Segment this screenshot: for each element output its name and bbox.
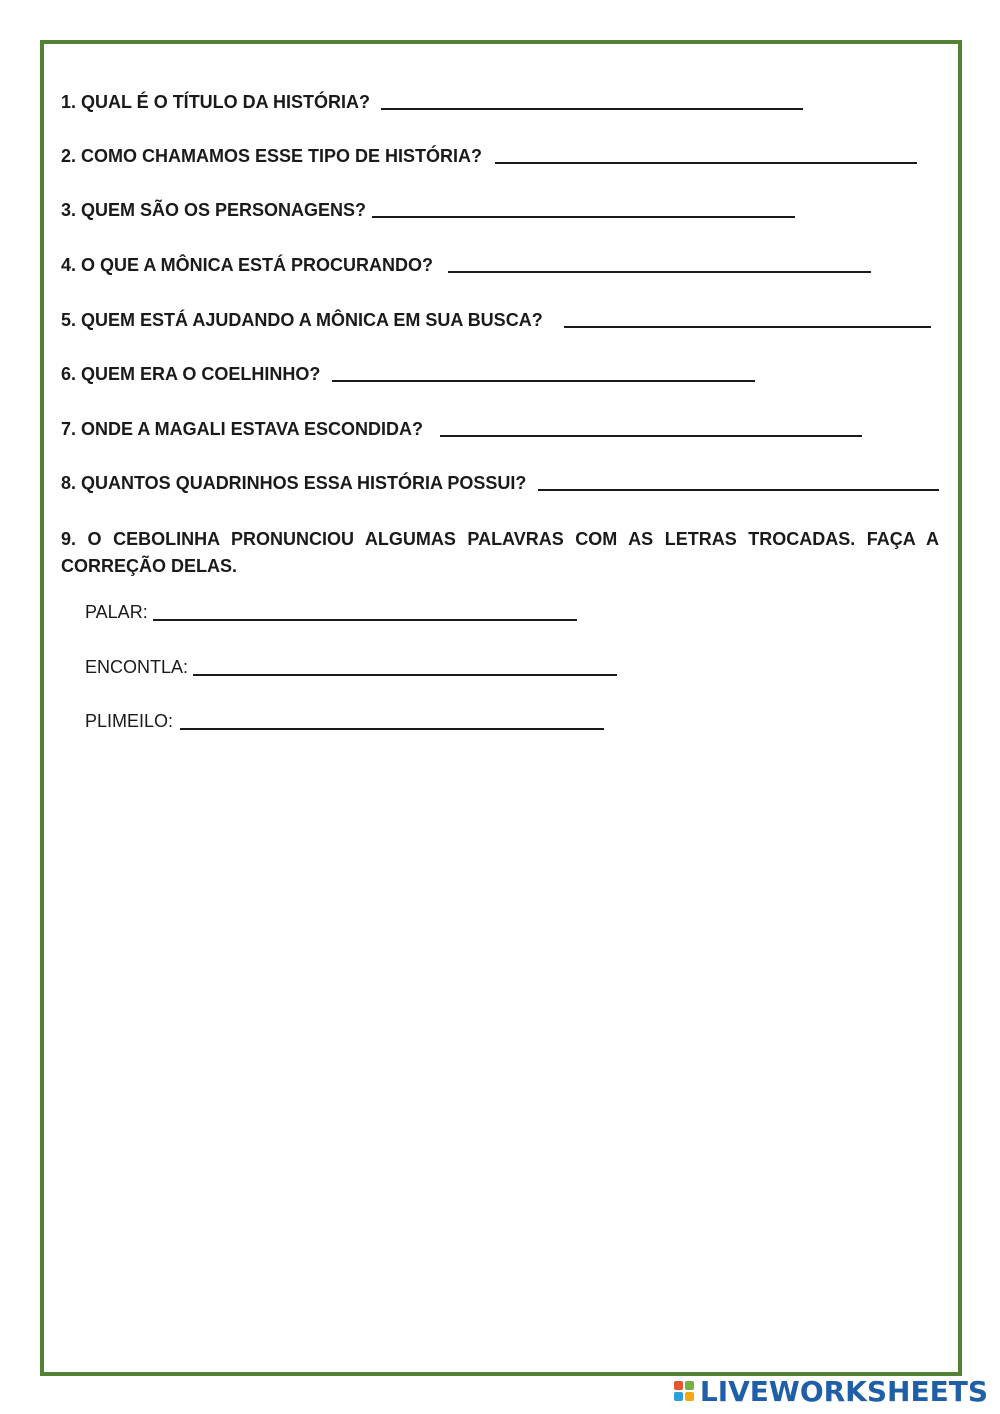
question-6: 6. QUEM ERA O COELHINHO? — [61, 364, 321, 384]
word-palar-label: PALAR: — [85, 602, 148, 622]
logo-squares-icon — [674, 1381, 694, 1401]
brand-name: LIVEWORKSHEETS — [699, 1374, 988, 1408]
answer-line-6[interactable] — [332, 380, 755, 382]
answer-line-8[interactable] — [538, 489, 939, 491]
question-1: 1. QUAL É O TÍTULO DA HISTÓRIA? — [61, 92, 371, 112]
worksheet-frame — [40, 40, 962, 1376]
answer-line-palar[interactable] — [153, 619, 577, 621]
logo-square-4 — [685, 1392, 694, 1401]
logo-square-2 — [685, 1381, 694, 1390]
answer-line-4[interactable] — [448, 271, 871, 273]
question-9: 9. O CEBOLINHA PRONUNCIOU ALGUMAS PALAVRAS COM AS LETRAS TROCADAS. FAÇA A CORREÇÃO DELAS. — [61, 529, 939, 576]
word-plimeilo-label: PLIMEILO: — [85, 711, 174, 731]
question-3: 3. QUEM SÃO OS PERSONAGENS? — [61, 200, 367, 220]
answer-line-encontla[interactable] — [193, 674, 617, 676]
answer-line-7[interactable] — [440, 435, 862, 437]
word-encontla-label: ENCONTLA: — [85, 657, 189, 677]
question-2: 2. COMO CHAMAMOS ESSE TIPO DE HISTÓRIA? — [61, 146, 483, 166]
logo-square-1 — [674, 1381, 683, 1390]
question-8: 8. QUANTOS QUADRINHOS ESSA HISTÓRIA POSSUI? — [61, 473, 527, 493]
liveworksheets-logo — [674, 1374, 988, 1408]
question-7: 7. ONDE A MAGALI ESTAVA ESCONDIDA? — [61, 419, 424, 439]
logo-square-3 — [674, 1392, 683, 1401]
answer-line-3[interactable] — [372, 216, 795, 218]
answer-line-plimeilo[interactable] — [180, 728, 604, 730]
answer-line-1[interactable] — [381, 108, 803, 110]
question-4: 4. O QUE A MÔNICA ESTÁ PROCURANDO? — [61, 255, 434, 275]
question-5: 5. QUEM ESTÁ AJUDANDO A MÔNICA EM SUA BUSCA? — [61, 310, 543, 330]
answer-line-2[interactable] — [495, 162, 917, 164]
answer-line-5[interactable] — [564, 326, 931, 328]
